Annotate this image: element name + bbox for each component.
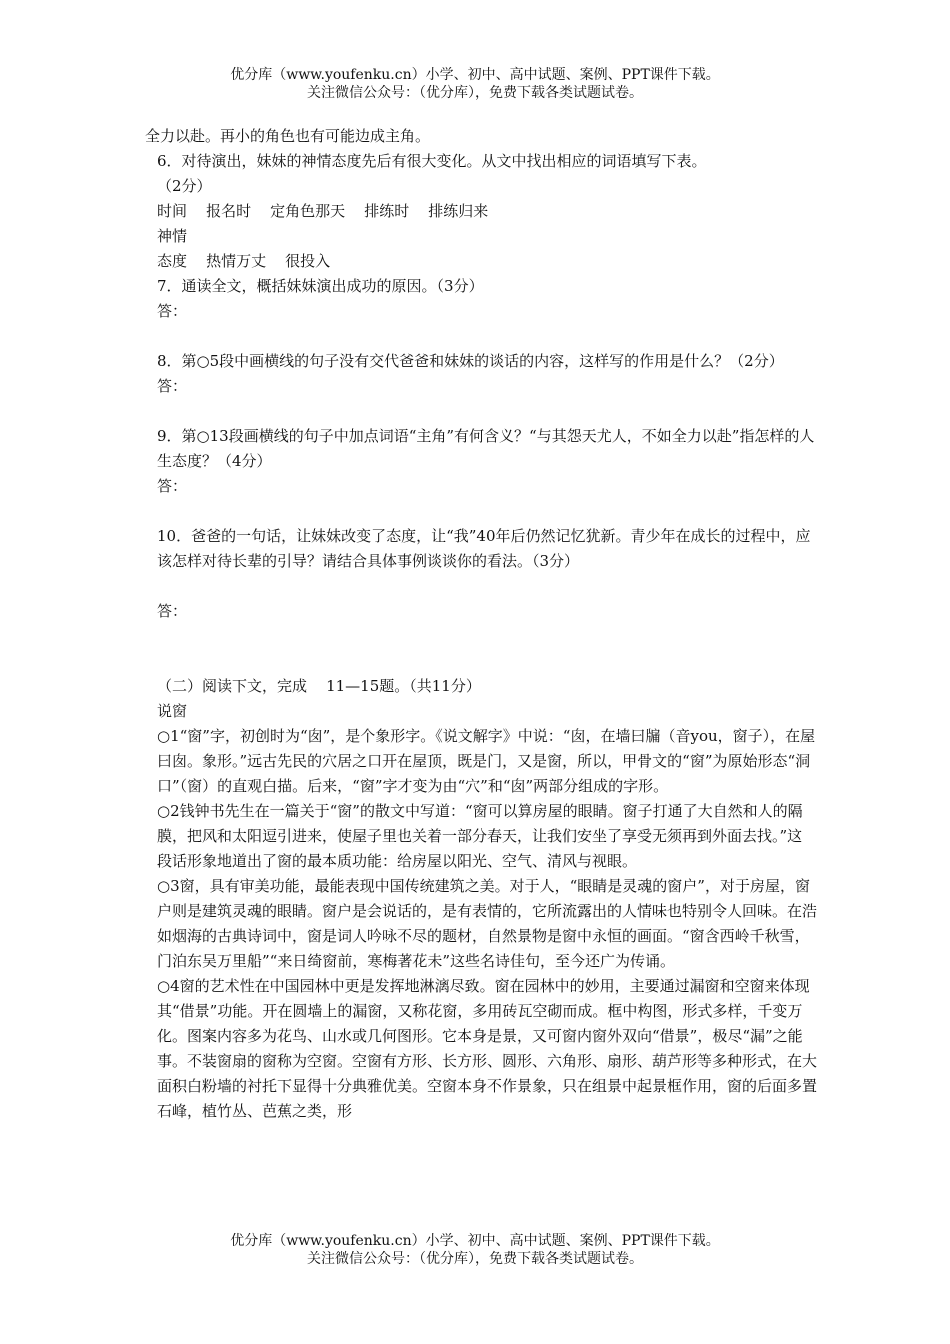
question-7-answer: 答： — [157, 302, 188, 320]
section-2-heading: （二）阅读下文，完成 11—15题。（共11分） — [157, 677, 481, 695]
document-body — [145, 124, 817, 1124]
question-7: 7．通读全文，概括妹妹演出成功的原因。（3分） — [157, 277, 484, 295]
intro-text: 全力以赴。再小的角色也有可能边成主角。 — [145, 127, 431, 145]
header-line-2: 关注微信公众号：（优分库），免费下载各类试题试卷。 — [307, 85, 643, 101]
article-paragraph-3: ○3窗，具有审美功能，最能表现中国传统建筑之美。对于人，“眼睛是灵魂的窗户”，对于房屋，窗户则是建筑灵魂的眼睛。窗户是会说话的，是有表情的，它所流露出的人情味也特别令人回味。在浩如烟海的古典诗词中，窗是词人吟咏不尽的题材，自然景物是窗中永恒的画面。“窗含西岭千秋雪，门泊东吴万里船”“来日绮窗前，寒梅著花未”这些名诗佳句，至今还广为传诵。 — [157, 877, 818, 970]
article-paragraph-4: ○4窗的艺术性在中国园林中更是发挥地淋漓尽致。窗在园林中的妙用，主要通过漏窗和空窗来体现其“借景”功能。开在圆墙上的漏窗，又称花窗，多用砖瓦空砌而成。框中构图，形式多样，千变万化。图案内容多为花鸟、山水或几何图形。它本身是景，又可窗内窗外双向“借景”，极尽“漏”之能事。不装窗扇的窗称为空窗。空窗有方形、长方形、圆形、六角形、扇形、葫芦形等多种形式，在大面积白粉墙的衬托下显得十分典雅优美。空窗本身不作景象，只在组景中起景框作用，窗的后面多置石峰，植竹丛、芭蕉之类，形 — [157, 977, 818, 1120]
article-paragraph-2: ○2钱钟书先生在一篇关于“窗”的散文中写道：“窗可以算房屋的眼睛。窗子打通了大自然和人的隔膜，把风和太阳逗引进来，使屋子里也关着一部分春天，让我们安坐了享受无须再到外面去找。”这段话形象地道出了窗的最本质功能：给房屋以阳光、空气、清风与视眼。 — [157, 802, 803, 870]
question-9-answer: 答： — [157, 477, 188, 495]
question-6: 6．对待演出，妹妹的神情态度先后有很大变化。从文中找出相应的词语填写下表。 — [157, 152, 707, 170]
table-row-time: 时间 报名时 定角色那天 排练时 排练归来 — [157, 202, 489, 220]
table-row-attitude: 态度 热情万丈 很投入 — [157, 252, 331, 270]
question-8-answer: 答： — [157, 377, 188, 395]
page-footer — [0, 1232, 950, 1268]
footer-line-1: 优分库（www.youfenku.cn）小学、初中、高中试题、案例、PPT课件下载。 — [230, 1233, 720, 1249]
question-6-score: （2分） — [157, 177, 212, 195]
question-8: 8．第○5段中画横线的句子没有交代爸爸和妹妹的谈话的内容，这样写的作用是什么？（2分） — [157, 352, 784, 370]
article-title: 说窗 — [157, 702, 188, 720]
question-10-answer: 答： — [157, 602, 188, 620]
article-paragraph-1: ○1“窗”字，初创时为“囱”，是个象形字。《说文解字》中说：“囱，在墙曰牖（音you，窗子），在屋曰囱。象形。”远古先民的穴居之口开在屋顶，既是门，又是窗，所以，甲骨文的“窗”为原始形态“洞口”（窗）的直观白描。后来，“窗”字才变为由“穴”和“囱”两部分组成的字形。 — [157, 727, 816, 795]
page-header — [0, 66, 950, 102]
header-line-1: 优分库（www.youfenku.cn）小学、初中、高中试题、案例、PPT课件下载。 — [230, 67, 720, 83]
question-10: 10．爸爸的一句话，让妹妹改变了态度，让“我”40年后仍然记忆犹新。青少年在成长的过程中，应该怎样对待长辈的引导？请结合具体事例谈谈你的看法。（3分） — [157, 527, 811, 570]
footer-line-2: 关注微信公众号：（优分库），免费下载各类试题试卷。 — [307, 1251, 643, 1267]
table-row-expression: 神情 — [157, 227, 188, 245]
question-9: 9．第○13段画横线的句子中加点词语“主角”有何含义？“与其怨天尤人，不如全力以赴”指怎样的人生态度？（4分） — [157, 427, 815, 470]
